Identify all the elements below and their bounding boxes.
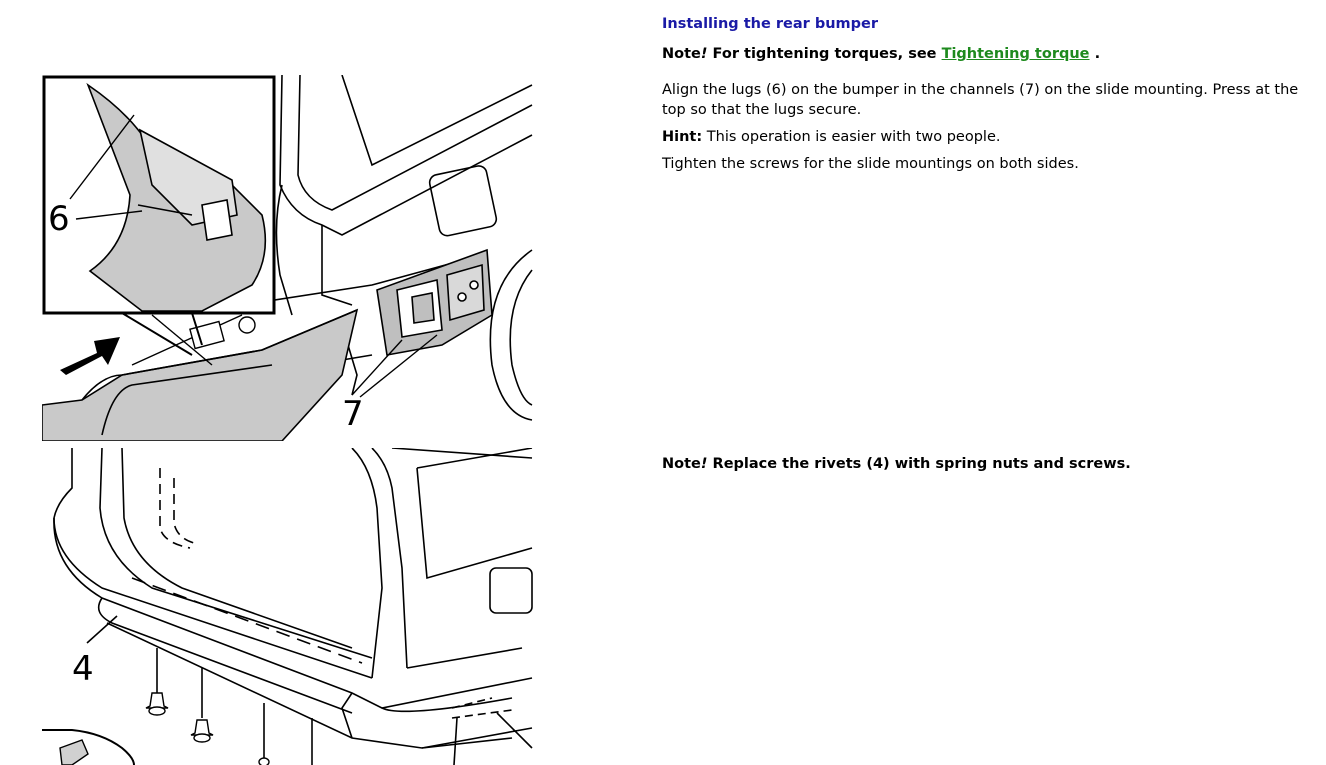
bumper-lug-drawing: [42, 75, 534, 441]
bumper-rivets-illustration: [42, 448, 534, 765]
note-label: Note: [662, 456, 701, 472]
tighten-screws-paragraph: Tighten the screws for the slide mountings on both sides.: [662, 156, 1079, 172]
rivets-note: [662, 454, 1317, 474]
note-exclamation: !: [700, 456, 708, 472]
note-text: Replace the rivets (4) with spring nuts and screws.: [707, 456, 1131, 472]
note-end: .: [1089, 46, 1101, 62]
hint-text: This operation is easier with two people.: [702, 129, 1001, 145]
tightening-torque-link[interactable]: Tightening torque: [941, 46, 1090, 62]
note-label: Note: [662, 46, 701, 62]
bumper-rivets-drawing: [42, 448, 534, 765]
page-title: Installing the rear bumper: [662, 16, 879, 32]
callout-4: 4: [72, 649, 94, 689]
callout-7: 7: [342, 394, 364, 434]
align-lugs-paragraph: Align the lugs (6) on the bumper in the channels (7) on the slide mounting. Press at the top so that the lugs secure.: [662, 82, 1299, 118]
callout-6: 6: [48, 199, 70, 239]
hint-label: Hint:: [662, 129, 703, 145]
hint-paragraph: [662, 127, 1317, 147]
note-exclamation: !: [700, 46, 708, 62]
note-text: For tightening torques, see: [707, 46, 942, 62]
torque-note: [662, 44, 1317, 64]
bumper-lug-illustration: [42, 75, 534, 441]
